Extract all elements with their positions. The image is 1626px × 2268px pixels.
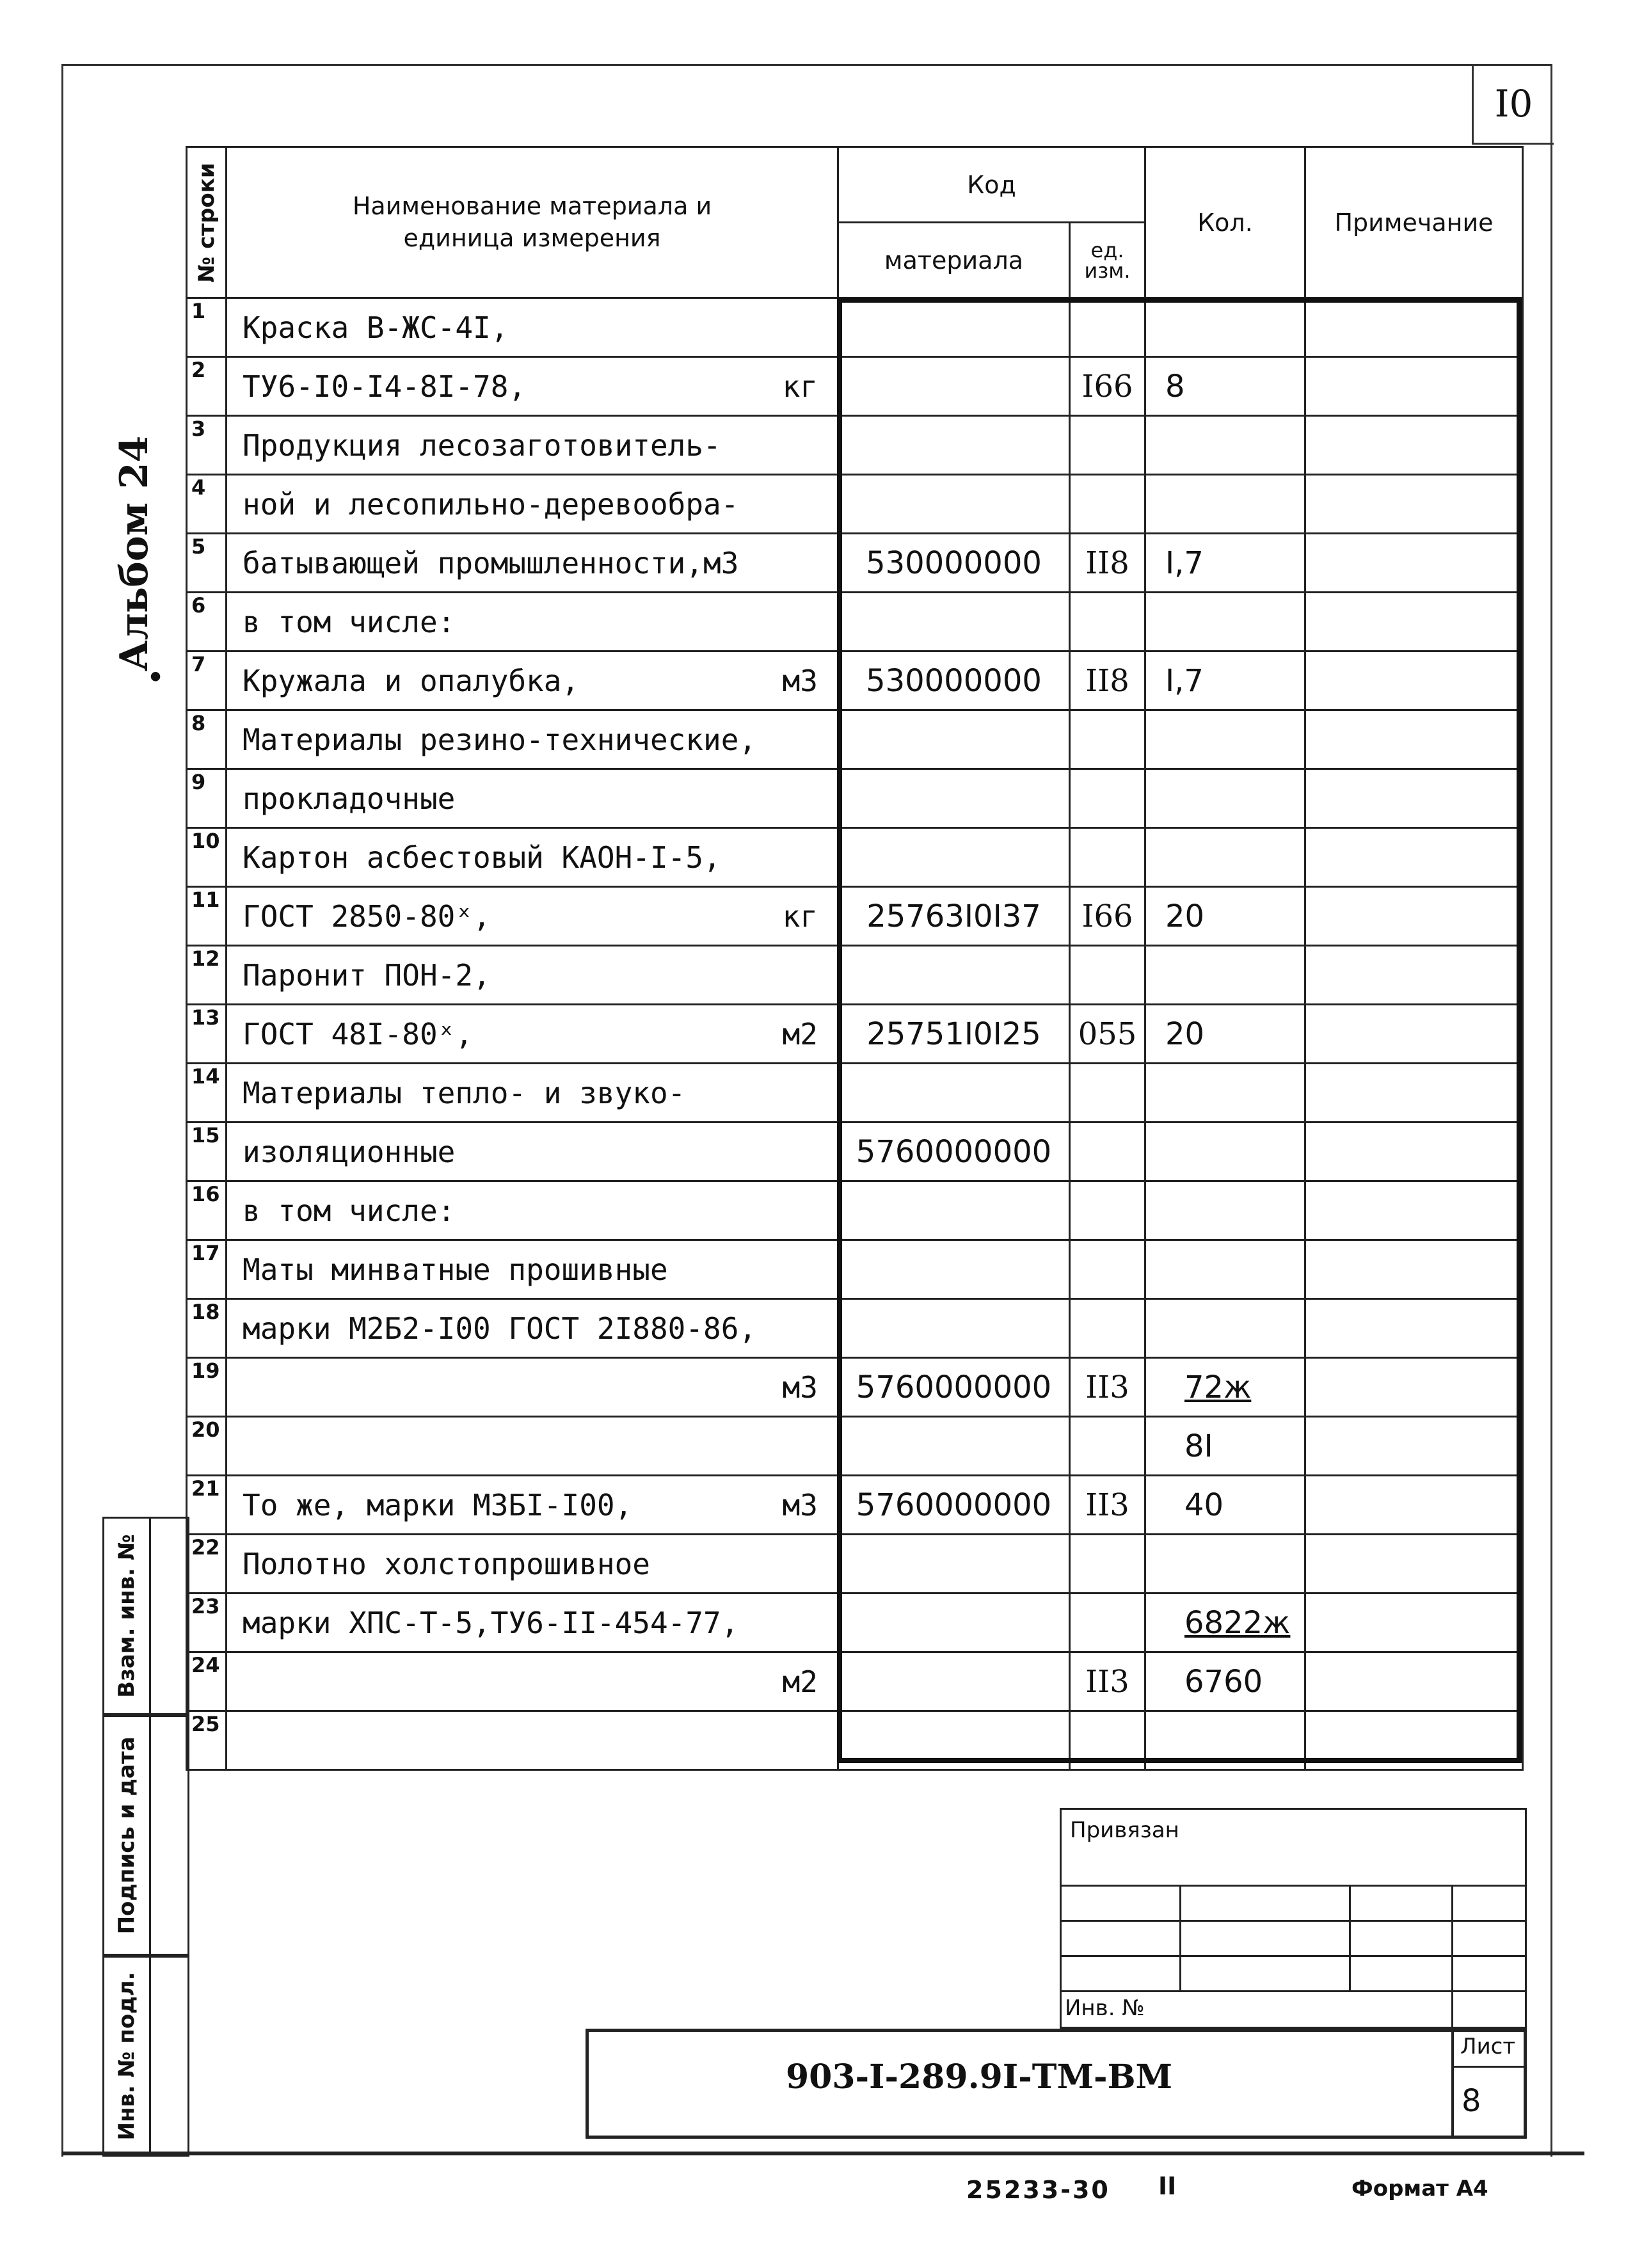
unit-code: II3: [1070, 1358, 1145, 1417]
material-code: [838, 1417, 1070, 1476]
row-number: 21: [187, 1476, 227, 1535]
table-row: [187, 1181, 1523, 1240]
unit-text: кг: [782, 898, 818, 934]
quantity: [1145, 1240, 1305, 1299]
table-row: [187, 887, 1523, 946]
quantity-text: 72ж: [1184, 1369, 1252, 1405]
inv-podl-cell: [102, 1956, 189, 2157]
note: [1305, 1535, 1523, 1593]
unit-code: [1070, 710, 1145, 769]
note: [1305, 357, 1523, 416]
unit-code: I66: [1070, 887, 1145, 946]
unit-code: [1070, 298, 1145, 357]
note: [1305, 651, 1523, 710]
vzam-inv-label: Взам. инв. №: [114, 1534, 139, 1698]
material-name-text: ГОСТ 48I-80ˣ,: [243, 1016, 474, 1051]
row-number: 6: [187, 593, 227, 651]
row-number: 3: [187, 416, 227, 475]
unit-code: II8: [1070, 651, 1145, 710]
quantity-text: 6760: [1184, 1663, 1263, 1700]
quantity: [1145, 710, 1305, 769]
quantity: [1145, 475, 1305, 534]
material-name-text: марки ХПС-Т-5,ТУ6-II-454-77,: [243, 1605, 739, 1640]
document-code: 903-I-289.9I-ТМ-ВМ: [786, 2057, 1173, 2096]
quantity-text: 40: [1184, 1487, 1224, 1523]
material-code: [838, 1652, 1070, 1711]
margin-dot: •: [146, 659, 166, 696]
unit-code: [1070, 1593, 1145, 1652]
material-code: [838, 593, 1070, 651]
row-number: 10: [187, 828, 227, 887]
quantity-text: 20: [1165, 898, 1205, 934]
row-number: 20: [187, 1417, 227, 1476]
row-number: 18: [187, 1299, 227, 1358]
footer-format: Формат А4: [1351, 2176, 1488, 2201]
unit-code: [1070, 1417, 1145, 1476]
podpis-data-label: Подпись и дата: [114, 1736, 139, 1935]
table-row: [187, 769, 1523, 828]
quantity-text: I,7: [1165, 662, 1204, 699]
unit-code: [1070, 1181, 1145, 1240]
material-code: [838, 1593, 1070, 1652]
quantity: [1145, 1417, 1305, 1476]
material-name-text: Маты минватные прошивные: [243, 1252, 668, 1287]
material-name: [227, 651, 838, 710]
unit-text: м3: [782, 1370, 818, 1405]
material-name-text: изоляционные: [243, 1134, 456, 1169]
table-row: [187, 1358, 1523, 1417]
table-row: [187, 1417, 1523, 1476]
sheet-number: I0: [1472, 64, 1554, 145]
note: [1305, 1064, 1523, 1122]
inv-no-label: Инв. №: [1065, 1995, 1145, 2021]
table-row: [187, 1240, 1523, 1299]
note: [1305, 769, 1523, 828]
vzam-inv-cell: [102, 1517, 189, 1715]
material-name: [227, 1417, 838, 1476]
table-row: [187, 1005, 1523, 1064]
material-name: [227, 1476, 838, 1535]
material-name-text: Материалы тепло- и звуко-: [243, 1075, 686, 1110]
table-row: [187, 1476, 1523, 1535]
material-code: 5760000000: [838, 1358, 1070, 1417]
material-name-text: батывающей промышленности,м3: [243, 545, 739, 580]
note: [1305, 1358, 1523, 1417]
material-code: [838, 828, 1070, 887]
material-name-text: Картон асбестовый КАОН-I-5,: [243, 840, 721, 875]
quantity: [1145, 1064, 1305, 1122]
note: [1305, 1652, 1523, 1711]
material-code: [838, 1181, 1070, 1240]
row-number: 14: [187, 1064, 227, 1122]
material-code: [838, 357, 1070, 416]
unit-code: 055: [1070, 1005, 1145, 1064]
table-row: [187, 357, 1523, 416]
material-name-text: марки М2Б2-I00 ГОСТ 2I880-86,: [243, 1311, 757, 1346]
unit-code: I66: [1070, 357, 1145, 416]
material-code: [838, 946, 1070, 1005]
unit-code: [1070, 1122, 1145, 1181]
note: [1305, 887, 1523, 946]
row-number: 17: [187, 1240, 227, 1299]
quantity: [1145, 1358, 1305, 1417]
code-header: Код: [838, 147, 1145, 223]
quantity-text: 6822ж: [1184, 1604, 1291, 1641]
material-name: [227, 1005, 838, 1064]
unit-code: [1070, 828, 1145, 887]
unit-text: кг: [782, 369, 818, 404]
row-number: 11: [187, 887, 227, 946]
unit-code-header: ед. изм.: [1070, 223, 1145, 298]
material-name-text: Полотно холстопрошивное: [243, 1546, 650, 1581]
row-number: 9: [187, 769, 227, 828]
row-number: 8: [187, 710, 227, 769]
material-name: [227, 1358, 838, 1417]
quantity: [1145, 1711, 1305, 1770]
quantity: [1145, 828, 1305, 887]
row-number: 2: [187, 357, 227, 416]
quantity-text: 8I: [1184, 1428, 1213, 1464]
row-number: 12: [187, 946, 227, 1005]
quantity: [1145, 1005, 1305, 1064]
quantity-text: I,7: [1165, 545, 1204, 581]
row-number: 16: [187, 1181, 227, 1240]
album-label: Альбом 24: [112, 435, 157, 672]
material-name-text: То же, марки М3БI-I00,: [243, 1487, 633, 1522]
material-name: [227, 828, 838, 887]
bottom-rule: [61, 2152, 1584, 2155]
material-code: 25763I0I37: [838, 887, 1070, 946]
table-row: [187, 651, 1523, 710]
material-code: 530000000: [838, 651, 1070, 710]
material-name: [227, 946, 838, 1005]
quantity: [1145, 298, 1305, 357]
row-number: 19: [187, 1358, 227, 1417]
note: [1305, 1299, 1523, 1358]
privyazan-label: Привязан: [1070, 1817, 1179, 1843]
material-name: [227, 1593, 838, 1652]
note: [1305, 416, 1523, 475]
material-code: [838, 1240, 1070, 1299]
quantity: [1145, 1122, 1305, 1181]
list-label: Лист: [1460, 2034, 1516, 2059]
note: [1305, 1181, 1523, 1240]
material-code: [838, 1064, 1070, 1122]
material-name: [227, 357, 838, 416]
material-name-text: Кружала и опалубка,: [243, 663, 580, 698]
material-name-text: в том числе:: [243, 1193, 456, 1228]
quantity: [1145, 1299, 1305, 1358]
unit-code: [1070, 416, 1145, 475]
unit-text: м3: [782, 1487, 818, 1522]
material-name: [227, 416, 838, 475]
table-row: [187, 710, 1523, 769]
material-code: [838, 475, 1070, 534]
table-row: [187, 828, 1523, 887]
material-name-text: в том числе:: [243, 604, 456, 639]
table-row: [187, 946, 1523, 1005]
material-name: [227, 1652, 838, 1711]
unit-text: м3: [782, 663, 818, 698]
footer-extra: II: [1158, 2172, 1177, 2200]
material-name-text: Материалы резино-технические,: [243, 722, 757, 757]
table-row: [187, 534, 1523, 593]
unit-code: [1070, 769, 1145, 828]
quantity: [1145, 534, 1305, 593]
material-name-text: прокладочные: [243, 781, 456, 816]
material-name-text: Паронит ПОН-2,: [243, 957, 491, 993]
material-name: [227, 710, 838, 769]
quantity: [1145, 1181, 1305, 1240]
material-name: [227, 534, 838, 593]
quantity: [1145, 357, 1305, 416]
material-name-text: ной и лесопильно-деревообра-: [243, 486, 739, 522]
material-code: [838, 1299, 1070, 1358]
unit-code: [1070, 593, 1145, 651]
material-name: [227, 887, 838, 946]
quantity: [1145, 1476, 1305, 1535]
quantity: [1145, 593, 1305, 651]
row-number: 4: [187, 475, 227, 534]
note: [1305, 828, 1523, 887]
material-code-header: материала: [838, 223, 1070, 298]
material-name: [227, 593, 838, 651]
note: [1305, 593, 1523, 651]
material-code: [838, 769, 1070, 828]
note: [1305, 1122, 1523, 1181]
row-number: 22: [187, 1535, 227, 1593]
note: [1305, 1240, 1523, 1299]
material-name-text: ГОСТ 2850-80ˣ,: [243, 898, 491, 934]
quantity-text: 20: [1165, 1016, 1205, 1052]
qty-header: Кол.: [1145, 147, 1305, 298]
material-code: [838, 416, 1070, 475]
material-name-text: ТУ6-I0-I4-8I-78,: [243, 369, 527, 404]
row-number: 13: [187, 1005, 227, 1064]
material-name: [227, 1535, 838, 1593]
name-header: Наименование материала и единица измерения: [227, 147, 838, 298]
material-code: 5760000000: [838, 1122, 1070, 1181]
quantity: [1145, 946, 1305, 1005]
unit-code: II3: [1070, 1476, 1145, 1535]
quantity: [1145, 887, 1305, 946]
note: [1305, 710, 1523, 769]
row-number: 1: [187, 298, 227, 357]
table-row: [187, 593, 1523, 651]
unit-code: [1070, 1064, 1145, 1122]
material-name: [227, 298, 838, 357]
note: [1305, 1711, 1523, 1770]
table-row: [187, 1711, 1523, 1770]
quantity: [1145, 651, 1305, 710]
unit-code: [1070, 1535, 1145, 1593]
material-name: [227, 1064, 838, 1122]
table-row: [187, 416, 1523, 475]
row-number: 15: [187, 1122, 227, 1181]
material-name: [227, 1240, 838, 1299]
table-row: [187, 1122, 1523, 1181]
material-name-text: Продукция лесозаготовитель-: [243, 427, 721, 463]
quantity: [1145, 1593, 1305, 1652]
material-code: [838, 1535, 1070, 1593]
quantity: [1145, 1535, 1305, 1593]
unit-code: II3: [1070, 1652, 1145, 1711]
note: [1305, 946, 1523, 1005]
inv-podl-label: Инв. № подл.: [114, 1972, 139, 2141]
unit-code: II8: [1070, 534, 1145, 593]
material-name: [227, 475, 838, 534]
unit-code: [1070, 1299, 1145, 1358]
material-name: [227, 1122, 838, 1181]
row-number: 24: [187, 1652, 227, 1711]
note: [1305, 1593, 1523, 1652]
row-number-header: № строки: [187, 147, 227, 298]
note: [1305, 1417, 1523, 1476]
table-row: [187, 1299, 1523, 1358]
unit-code: [1070, 946, 1145, 1005]
table-row: [187, 1652, 1523, 1711]
material-code: 25751I0I25: [838, 1005, 1070, 1064]
unit-code: [1070, 475, 1145, 534]
material-name: [227, 1299, 838, 1358]
materials-table: [186, 146, 1524, 1771]
quantity: [1145, 769, 1305, 828]
row-number: 7: [187, 651, 227, 710]
row-number: 5: [187, 534, 227, 593]
material-code: [838, 710, 1070, 769]
list-value: 8: [1462, 2083, 1481, 2119]
material-name-text: Краска В-ЖС-4I,: [243, 310, 509, 345]
quantity: [1145, 1652, 1305, 1711]
material-code: [838, 1711, 1070, 1770]
podpis-data-cell: [102, 1715, 189, 1956]
material-name: [227, 1181, 838, 1240]
material-code: 530000000: [838, 534, 1070, 593]
row-number: 25: [187, 1711, 227, 1770]
table-row: [187, 298, 1523, 357]
footer-number: 25233-30: [966, 2176, 1110, 2204]
table-row: [187, 1064, 1523, 1122]
table-row: [187, 1593, 1523, 1652]
note: [1305, 1005, 1523, 1064]
table-row: [187, 1535, 1523, 1593]
material-name: [227, 769, 838, 828]
table-row: [187, 475, 1523, 534]
quantity: [1145, 416, 1305, 475]
note: [1305, 475, 1523, 534]
note: [1305, 534, 1523, 593]
row-number: 23: [187, 1593, 227, 1652]
material-code: 5760000000: [838, 1476, 1070, 1535]
unit-code: [1070, 1240, 1145, 1299]
unit-code: [1070, 1711, 1145, 1770]
unit-text: м2: [782, 1016, 818, 1051]
material-code: [838, 298, 1070, 357]
unit-text: м2: [782, 1664, 818, 1699]
note-header: Примечание: [1305, 147, 1523, 298]
note: [1305, 1476, 1523, 1535]
material-name: [227, 1711, 838, 1770]
note: [1305, 298, 1523, 357]
quantity-text: 8: [1165, 368, 1185, 404]
